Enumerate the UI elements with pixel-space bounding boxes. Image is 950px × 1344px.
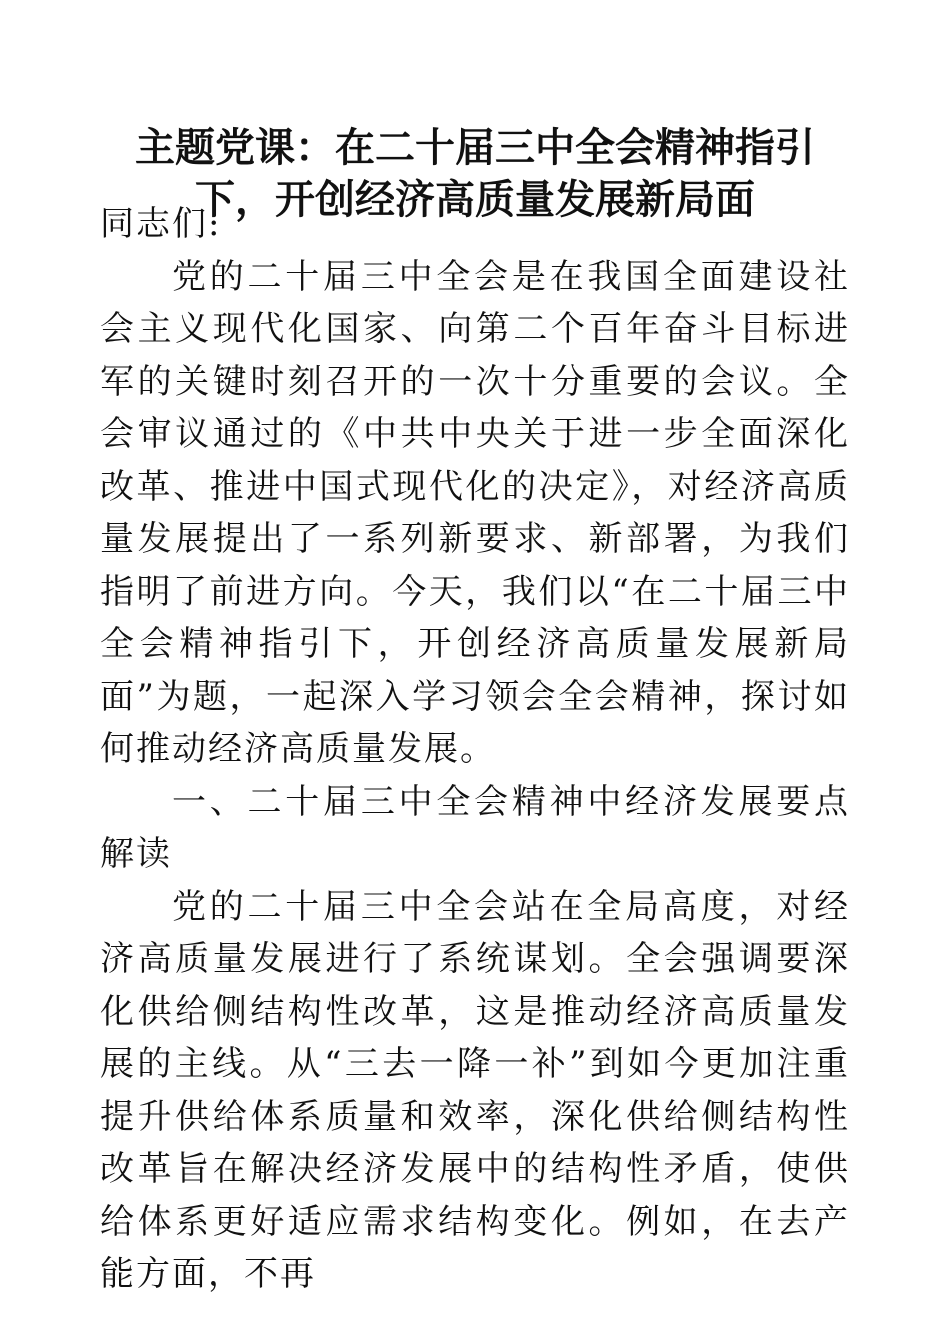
document-title: 主题党课：在二十届三中全会精神指引下，开创经济高质量发展新局面 <box>135 124 815 223</box>
section-heading-1: 一、二十届三中全会精神中经济发展要点解读 <box>100 781 850 874</box>
salutation: 同志们: <box>100 204 222 244</box>
body-paragraph-intro: 党的二十届三中全会是在我国全面建设社会主义现代化国家、向第二个百年奋斗目标进军的关键时刻召开的一次十分重要的会议。全会审议通过的《中共中央关于进一步全面深化改革、推进中国式现代化的决定》，对经济高质量发展提出了一系列新要求、新部署，为我们指明了前进方向。今天，我们以“在二十届三中全会精神指引下，开创经济高质量发展新局面”为题，一起深入学习领会全会精神，探讨如何推动经济高质量发展。 <box>100 256 850 769</box>
body-paragraph-section-1: 党的二十届三中全会站在全局高度，对经济高质量发展进行了系统谋划。全会强调要深化供给侧结构性改革，这是推动经济高质量发展的主线。从“三去一降一补”到如今更加注重提升供给体系质量和效率，深化供给侧结构性改革旨在解决经济发展中的结构性矛盾，使供给体系更好适应需求结构变化。例如，在去产能方面，不再 <box>100 886 850 1294</box>
document-body <box>100 198 850 1301</box>
